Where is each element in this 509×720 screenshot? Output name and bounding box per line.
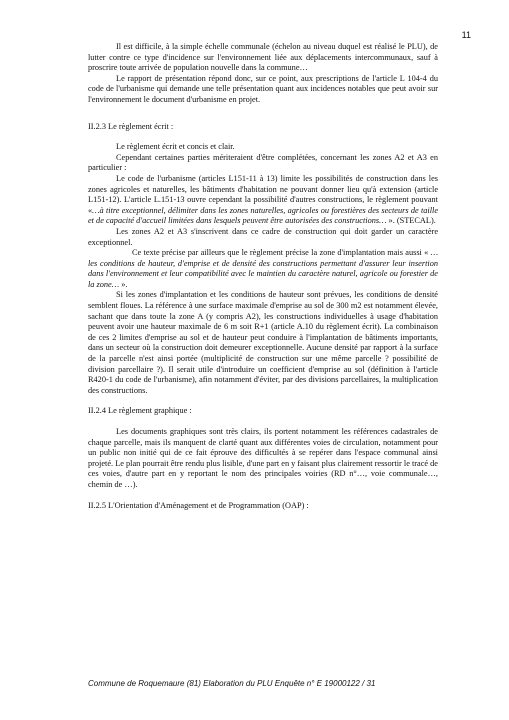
paragraph bbox=[88, 174, 438, 227]
page-body bbox=[88, 42, 438, 511]
paragraph-text: Le code de l'urbanisme (articles L151-11 à 13) limite les possibilités de construction dans les zones agricoles et naturelles, les bâtiments d'habitation ne pouvant donner lieu qu'à extension (article L151-12). L'article L.151-13 ouvre cependant la possibilité d'autres constructions, le règlement pouvant « bbox=[88, 173, 438, 215]
paragraph: Le règlement écrit et concis et clair. bbox=[116, 142, 235, 152]
paragraph: Le rapport de présentation répond donc, sur ce point, aux prescriptions de l'article L 104-4 du code de l'urbanisme qui demande une telle présentation quant aux incidences notables que peut avoir sur l'environnement le document d'urbanisme en projet. bbox=[88, 73, 438, 104]
paragraph-text: ». (STECAL). bbox=[386, 216, 436, 226]
paragraph: Cependant certaines parties mériteraient d'être complétées, concernant les zones A2 et A3 en particulier : bbox=[88, 152, 438, 173]
section-heading: II.2.5 L'Orientation d'Aménagement et de Programmation (OAP) : bbox=[88, 500, 309, 510]
section-heading: II.2.4 Le règlement graphique : bbox=[88, 406, 192, 416]
paragraph: Si les zones d'implantation et les conditions de hauteur sont prévues, les conditions de densité semblent floues. La référence à une surface maximale d'emprise au sol de 300 m2 est notamment élevée, sachant que dans toute la zone A (y compris A2), les constructions individuelles à usage d'habitation peuvent avoir une hauteur maximale de 6 m soit R+1 (article A.10 du règlement écrit). La combinaison de ces 2 limites d'emprise au sol et de hauteur peut conduire à l'implantation de bâtiments importants, dans un secteur où la construction doit demeurer exceptionnelle. Aucune densité par rapport à la surface de la parcelle n'est ainsi portée (multiplicité de construction sur une même parcelle ? possibilité de division parcellaire ?). Il serait utile d'introduire un coefficient d'emprise au sol (définition à l'article R420-1 du code de l'urbanisme), afin notamment d'éviter, par des divisions parcellaires, la multiplication des constructions. bbox=[88, 290, 438, 395]
paragraph-text: ». bbox=[119, 279, 128, 289]
quoted-text: …à titre exceptionnel, délimiter dans les zones naturelles, agricoles ou forestières des secteurs de taille et de capacité d'accueil limitées dans lesquels peuvent être autorisées des constructions… bbox=[88, 205, 438, 226]
page-number: 11 bbox=[461, 30, 471, 40]
paragraph bbox=[88, 248, 438, 290]
paragraph-text: Ce texte précise par ailleurs que le règlement précise la zone d'implantation mais aussi « bbox=[132, 248, 431, 258]
page-footer: Commune de Roquemaure (81) Elaboration du PLU Enquête n° E 19000122 / 31 bbox=[88, 679, 376, 688]
paragraph: Les documents graphiques sont très clairs, ils portent notamment les références cadastrales de chaque parcelle, mais ils manquent de clarté quant aux différentes voies de circulation, notamment pour un public non initié qui de ce fait éprouve des difficultés à se repérer dans l'espace communal ainsi projeté. Le plan pourrait être rendu plus lisible, d'une part en y faisant plus clairement ressortir le tracé de ces voies, d'autre part en y reportant le nom des principales voiries (RD n°…, voie communale…, chemin de …). bbox=[88, 427, 438, 489]
quoted-text: …les conditions de hauteur, d'emprise et de densité des constructions permettant d'assurer leur insertion dans l'environnement et leur compatibilité avec le maintien du caractère naturel, agricole ou forestier de la zone… bbox=[88, 248, 438, 289]
paragraph: Les zones A2 et A3 s'inscrivent dans ce cadre de construction qui doit garder un caractère exceptionnel. bbox=[88, 226, 438, 247]
section-heading: II.2.3 Le règlement écrit : bbox=[88, 121, 174, 131]
paragraph: Il est difficile, à la simple échelle communale (échelon au niveau duquel est réalisé le PLU), de lutter contre ce type d'incidence sur l'environnement liée aux déplacements intercommunaux, sauf à proscrire toute arrivée de population nouvelle dans la commune… bbox=[88, 42, 438, 73]
